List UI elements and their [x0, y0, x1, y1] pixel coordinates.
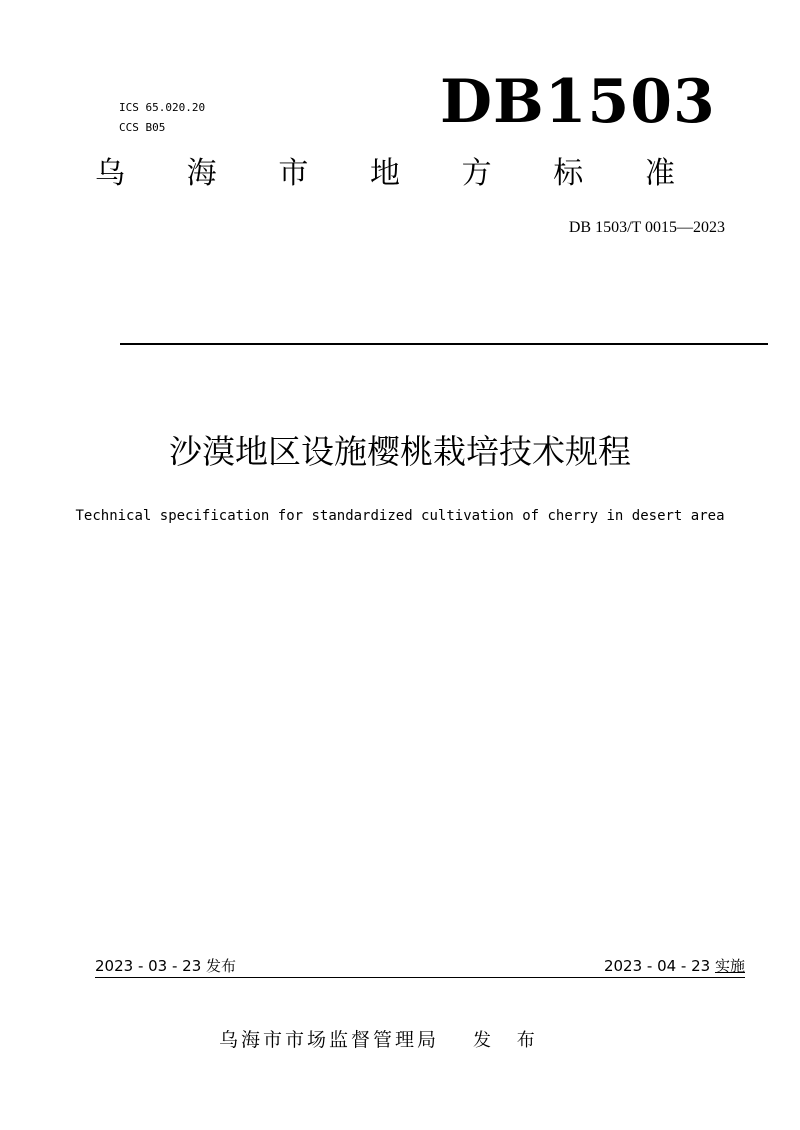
- standard-type-heading: [95, 154, 675, 194]
- implementation-date: 2023 - 04 - 23: [603, 957, 711, 975]
- issue-date-block: [95, 955, 236, 977]
- header-divider: [120, 343, 768, 345]
- classification-codes: [119, 98, 205, 138]
- footer-divider: [95, 977, 745, 978]
- implementation-label: 实施: [714, 957, 745, 975]
- standard-number: DB 1503/T 0015—2023: [568, 219, 725, 236]
- standard-type-char: 地: [369, 156, 400, 191]
- english-title: Technical specification for standardized cultivation of cherry in desert area: [75, 508, 725, 524]
- standard-type-char: 乌: [95, 156, 125, 191]
- implementation-date-block: [604, 955, 745, 977]
- standard-type-char: 海: [186, 156, 217, 191]
- ics-code: ICS 65.020.20: [119, 101, 206, 114]
- issuer-line: [219, 1025, 619, 1056]
- standard-type-char: 方: [461, 156, 492, 191]
- issuer-name: 乌海市市场监督管理局: [219, 1029, 440, 1051]
- ccs-code: CCS B05: [119, 121, 166, 134]
- standard-type-char: 准: [644, 156, 675, 191]
- issue-date: 2023 - 03 - 23: [95, 957, 202, 975]
- issue-label: 发布: [206, 957, 237, 975]
- standard-type-char: 市: [278, 156, 309, 191]
- issuer-action: 发 布: [473, 1030, 545, 1051]
- standard-type-char: 标: [553, 156, 584, 191]
- db-mark: DB1503: [440, 67, 716, 137]
- chinese-title: 沙漠地区设施樱桃栽培技术规程: [169, 432, 631, 471]
- date-row: [95, 955, 745, 979]
